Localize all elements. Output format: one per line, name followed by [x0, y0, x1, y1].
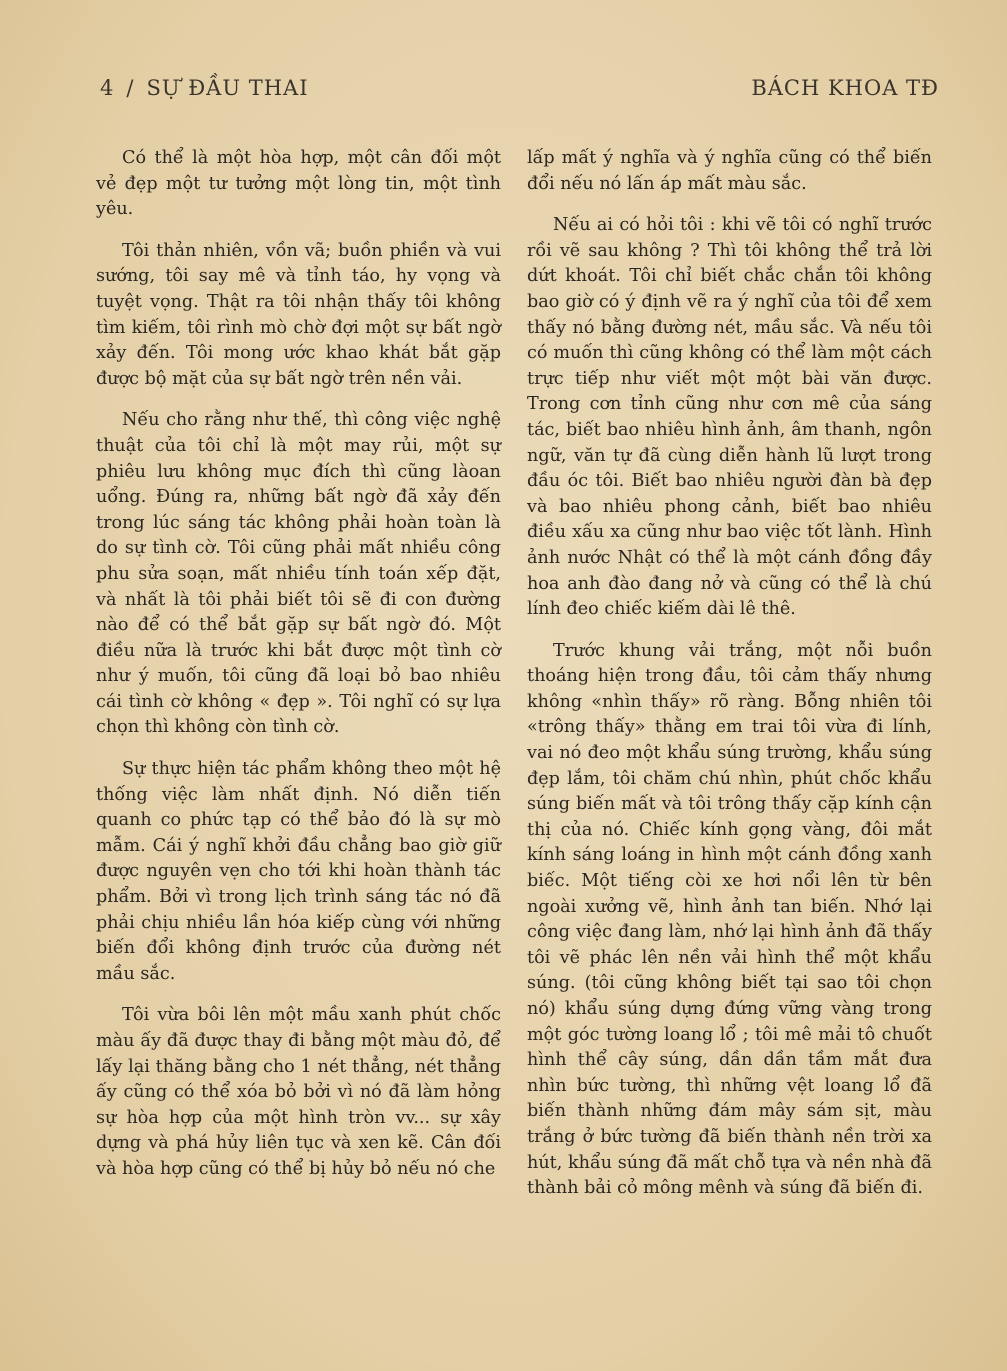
- header-left: [100, 76, 308, 100]
- paragraph: Tôi thản nhiên, vồn vã; buồn phiền và vui sướng, tôi say mê và tỉnh táo, hy vọng và tuyệt vọng. Thật ra tôi nhận thấy tôi không tìm kiếm, tôi rình mò chờ đợi một sự bất ngờ xảy đến. Tôi mong ước khao khát bắt gặp được bộ mặt của sự bất ngờ trên nền vải.: [96, 240, 501, 389]
- right-column: [527, 146, 932, 1202]
- page-header: [100, 76, 939, 110]
- paragraph: Tôi vừa bôi lên một mầu xanh phút chốc màu ấy đã được thay đi bằng một màu đỏ, để lấy lại thăng bằng cho 1 nét thẳng, nét thẳng ấy cũng có thể xóa bỏ bởi vì nó đã làm hỏng sự hòa hợp của một hình tròn vv... sự xây dựng và phá hủy liên tục và xen kẽ. Cân đối và hòa hợp cũng có thể bị hủy bỏ nếu nó che: [96, 1005, 501, 1179]
- paragraph: Có thể là một hòa hợp, một cân đối một vẻ đẹp một tư tưởng một lòng tin, một tình yêu.: [96, 148, 501, 220]
- paragraph: Trước khung vải trắng, một nỗi buồn thoáng hiện trong đầu, tôi cảm thấy nhưng không «nhìn thấy» rõ ràng. Bỗng nhiên tôi «trông thấy» thằng em trai tôi vừa đi lính, vai nó đeo một khẩu súng trường, khẩu súng đẹp lắm, tôi chăm chú nhìn, phút chốc khẩu súng biến mất và tôi trông thấy cặp kính cận thị của nó. Chiếc kính gọng vàng, đôi mắt kính sáng loáng in hình một cánh đồng xanh biếc. Một tiếng còi xe hơi nổi lên từ bên ngoài xưởng vẽ, hình ảnh tan biến. Nhớ lại công việc đang làm, nhớ lại hình ảnh đã thấy tôi vẽ phác lên nền vải hình thể một khẩu súng. (tôi cũng không biết tại sao tôi chọn nó) khẩu súng dựng đứng vững vàng trong một góc tường loang lổ ; tôi mê mải tô chuốt hình thể cây súng, dần dần tầm mắt đưa nhìn bức tường, thì những vệt loang lổ đã biến thành những đám mây sám sịt, màu trắng ở bức tường đã biến thành nền trời xa hút, khẩu súng đã mất chỗ tựa và nền nhà đã thành bải cỏ mông mênh và súng đã biến đi.: [527, 640, 932, 1199]
- paragraph: Sự thực hiện tác phẩm không theo một hệ thống việc làm nhất định. Nó diễn tiến quanh co phức tạp có thể bảo đó là sự mò mẫm. Cái ý nghĩ khởi đầu chẳng bao giờ giữ được nguyên vẹn cho tới khi hoàn thành tác phẩm. Bởi vì trong lịch trình sáng tác nó đã phải chịu nhiều lần hóa kiếp cùng với những biến đổi không định trước của đường nét mầu sắc.: [96, 759, 501, 984]
- paragraph: Nếu cho rằng như thế, thì công việc nghệ thuật của tôi chỉ là một may rủi, một sự phiêu lưu không mục đích thì cũng làoan uổng. Đúng ra, những bất ngờ đã xảy đến trong lúc sáng tác không phải hoàn toàn là do sự tình cờ. Tôi cũng phải mất nhiều công phu sửa soạn, mất nhiều tính toán xếp đặt, và nhất là tôi phải biết tôi sẽ đi con đường nào để có thể bắt gặp sự bất ngờ đó. Một điều nữa là trước khi bắt được một tình cờ như ý muốn, tôi cũng đã loại bỏ bao nhiêu cái tình cờ không « đẹp ». Tôi nghĩ có sự lựa chọn thì không còn tình cờ.: [96, 410, 501, 738]
- paragraph-continued: lấp mất ý nghĩa và ý nghĩa cũng có thể biến đổi nếu nó lấn áp mất màu sắc.: [527, 148, 932, 194]
- section-title: SỰ ĐẦU THAI: [146, 76, 309, 100]
- left-column: [96, 146, 501, 1183]
- page-number: 4: [100, 76, 115, 100]
- header-separator: /: [126, 76, 135, 100]
- paragraph: Nếu ai có hỏi tôi : khi vẽ tôi có nghĩ trước rồi vẽ sau không ? Thì tôi không thể trả lời dứt khoát. Tôi chỉ biết chắc chắn tôi không bao giờ có ý định vẽ ra ý nghĩ của tôi để xem thấy nó bằng đường nét, mầu sắc. Và nếu tôi có muốn thì cũng không có thể làm một cách trực tiếp như viết một một bài văn được. Trong cơn tỉnh cũng như cơn mê của sáng tác, biết bao nhiêu hình ảnh, âm thanh, ngôn ngữ, văn tự đã cùng diễn hành lũ lượt trong đầu óc tôi. Biết bao nhiêu người đàn bà đẹp và bao nhiêu phong cảnh, biết bao nhiêu điều xấu xa cũng như bao việc tốt lành. Hình ảnh nước Nhật có thể là một cánh đồng đầy hoa anh đào đang nở và cũng có thể là chú lính đeo chiếc kiếm dài lê thê.: [527, 215, 932, 620]
- magazine-name: BÁCH KHOA TĐ: [751, 76, 939, 100]
